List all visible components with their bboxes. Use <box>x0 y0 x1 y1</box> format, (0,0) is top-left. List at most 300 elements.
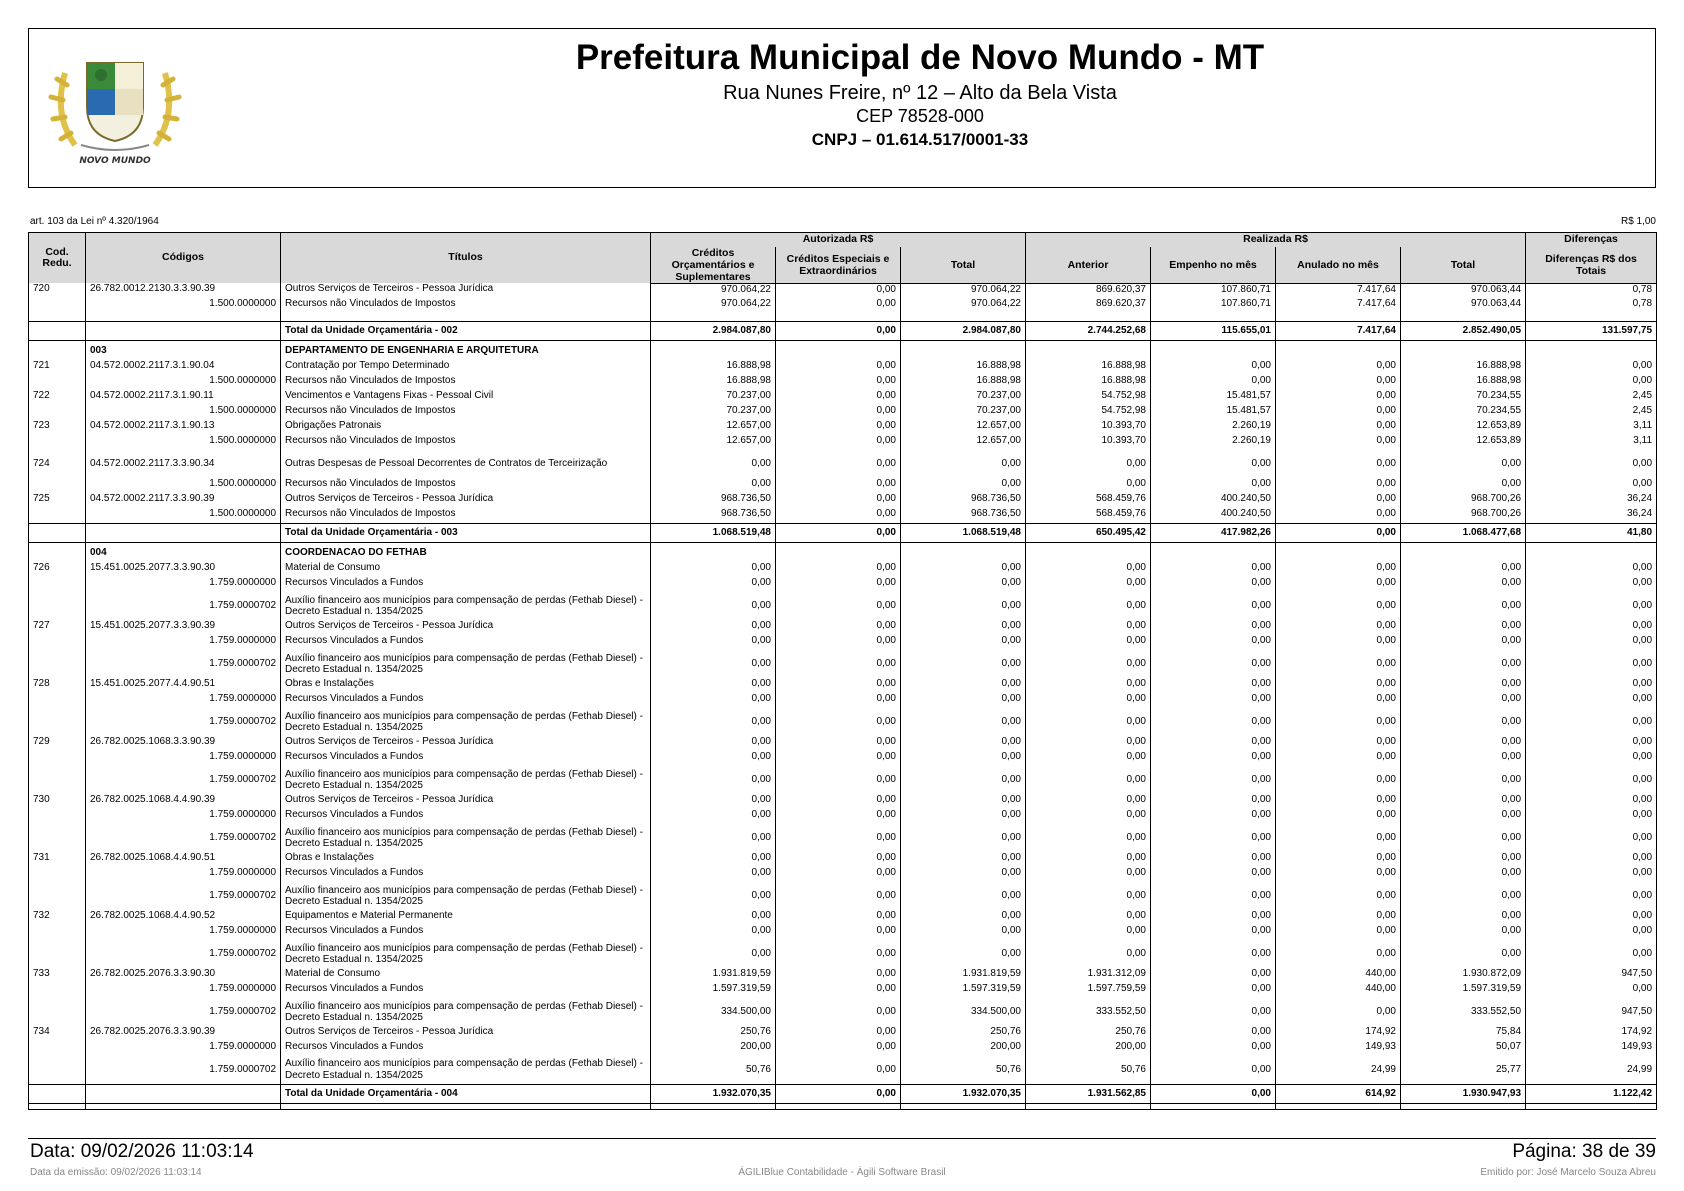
cell-total-title: Total da Unidade Orçamentária - 004 <box>281 1084 651 1103</box>
cell-anterior: 0,00 <box>1026 940 1151 968</box>
cell-total-realizada: 1.597.319,59 <box>1401 983 1526 998</box>
cell-total-autorizada: 0,00 <box>901 562 1026 577</box>
cell-source-code: 1.759.0000000 <box>86 577 281 592</box>
cell-cod <box>29 809 86 824</box>
cell-total-autorizada: 334.500,00 <box>901 998 1026 1026</box>
cell-total-realizada: 0,00 <box>1401 809 1526 824</box>
cell-total-autorizada: 0,00 <box>901 940 1026 968</box>
section-header-row <box>29 340 1657 360</box>
cell-section-code: 004 <box>86 542 281 562</box>
cell-title: Outros Serviços de Terceiros - Pessoa Jurídica <box>281 283 651 298</box>
col-header-creditos-esp: Créditos Especiais e Extraordinários <box>776 247 901 284</box>
cell-cod: 730 <box>29 794 86 809</box>
cell-total-realizada: 0,00 <box>1401 766 1526 794</box>
cell-total-realizada: 0,00 <box>1401 592 1526 620</box>
municipality-logo <box>45 45 185 175</box>
cell-creditos-orc: 0,00 <box>651 766 776 794</box>
cell-empenho: 0,00 <box>1151 794 1276 809</box>
table-row <box>29 390 1657 405</box>
cell-anulado: 0,00 <box>1276 998 1401 1026</box>
unit-total-row <box>29 523 1657 542</box>
cell-anulado: 0,00 <box>1276 824 1401 852</box>
cell-diferencas: 0,00 <box>1526 450 1657 478</box>
cell-total-realizada: 0,00 <box>1401 882 1526 910</box>
col-header-empenho: Empenho no mês <box>1151 247 1276 284</box>
cell-cod <box>29 1084 86 1103</box>
cell-creditos-orc: 0,00 <box>651 925 776 940</box>
cell-anterior: 869.620,37 <box>1026 283 1151 298</box>
cell-total-realizada: 70.234,55 <box>1401 405 1526 420</box>
col-header-titulos: Títulos <box>281 233 651 284</box>
cell-creditos-orc: 200,00 <box>651 1041 776 1056</box>
cell-source-code: 1.759.0000000 <box>86 693 281 708</box>
source-row <box>29 508 1657 523</box>
cell-total-realizada: 1.068.477,68 <box>1401 523 1526 542</box>
spacer-cell <box>651 1103 776 1109</box>
col-header-creditos-orc: Créditos Orçamentários e Suplementares <box>651 247 776 284</box>
table-row <box>29 736 1657 751</box>
source-row <box>29 478 1657 493</box>
cell-diferencas: 0,00 <box>1526 983 1657 998</box>
spacer-cell <box>651 313 776 321</box>
source-row <box>29 650 1657 678</box>
cell-title: Outras Despesas de Pessoal Decorrentes de Contratos de Terceirização <box>281 450 651 478</box>
cell-source-code: 1.759.0000000 <box>86 1041 281 1056</box>
cell-diferencas: 0,00 <box>1526 635 1657 650</box>
cell-diferencas: 149,93 <box>1526 1041 1657 1056</box>
cell-source-code: 1.759.0000702 <box>86 650 281 678</box>
cell-codigos <box>86 321 281 340</box>
cell-empenho: 0,00 <box>1151 882 1276 910</box>
cell-empenho: 0,00 <box>1151 562 1276 577</box>
cell-diferencas: 41,80 <box>1526 523 1657 542</box>
table-row <box>29 968 1657 983</box>
cell-anulado: 0,00 <box>1276 390 1401 405</box>
cell-empenho: 15.481,57 <box>1151 390 1276 405</box>
cell-title: Recursos Vinculados a Fundos <box>281 983 651 998</box>
col-header-anulado: Anulado no mês <box>1276 247 1401 284</box>
cell-anterior: 0,00 <box>1026 910 1151 925</box>
cell-creditos-esp: 0,00 <box>776 867 901 882</box>
cell-empenho: 400.240,50 <box>1151 493 1276 508</box>
cell-empenho: 15.481,57 <box>1151 405 1276 420</box>
cell-empenho: 0,00 <box>1151 478 1276 493</box>
cell-creditos-esp: 0,00 <box>776 508 901 523</box>
spacer-row <box>29 1103 1657 1109</box>
report-body <box>29 283 1657 1109</box>
cell-anulado: 174,92 <box>1276 1026 1401 1041</box>
source-row <box>29 751 1657 766</box>
cell-creditos-orc: 16.888,98 <box>651 360 776 375</box>
cell-diferencas: 0,00 <box>1526 562 1657 577</box>
cell-title: Recursos não Vinculados de Impostos <box>281 298 651 313</box>
source-row <box>29 693 1657 708</box>
cell-creditos-esp: 0,00 <box>776 809 901 824</box>
cell-creditos-orc: 0,00 <box>651 450 776 478</box>
cell-anterior: 0,00 <box>1026 809 1151 824</box>
cell-anulado: 0,00 <box>1276 508 1401 523</box>
cell-anterior: 1.597.759,59 <box>1026 983 1151 998</box>
footer-page-number: Página: 38 de 39 <box>1512 1141 1656 1162</box>
cell-creditos-orc: 334.500,00 <box>651 998 776 1026</box>
cell-anulado: 0,00 <box>1276 523 1401 542</box>
cell-cod: 722 <box>29 390 86 405</box>
cell-cod <box>29 1056 86 1084</box>
cell-anterior: 0,00 <box>1026 794 1151 809</box>
cell-diferencas: 947,50 <box>1526 968 1657 983</box>
cell-empty <box>651 542 776 562</box>
cell-creditos-orc: 970.064,22 <box>651 283 776 298</box>
cell-title: Recursos Vinculados a Fundos <box>281 693 651 708</box>
cell-cod <box>29 867 86 882</box>
spacer-cell <box>1026 313 1151 321</box>
cell-cod <box>29 766 86 794</box>
cell-cod <box>29 298 86 313</box>
cell-total-realizada: 968.700,26 <box>1401 508 1526 523</box>
cell-anulado: 0,00 <box>1276 405 1401 420</box>
cell-diferencas: 0,00 <box>1526 824 1657 852</box>
cell-creditos-esp: 0,00 <box>776 1056 901 1084</box>
cell-empenho: 0,00 <box>1151 577 1276 592</box>
cell-anulado: 0,00 <box>1276 620 1401 635</box>
cell-total-autorizada: 0,00 <box>901 766 1026 794</box>
cell-total-autorizada: 968.736,50 <box>901 508 1026 523</box>
cell-anterior: 0,00 <box>1026 562 1151 577</box>
cell-creditos-esp: 0,00 <box>776 1084 901 1103</box>
cell-source-code: 1.759.0000702 <box>86 1056 281 1084</box>
cell-anulado: 7.417,64 <box>1276 283 1401 298</box>
cell-cod <box>29 321 86 340</box>
cell-total-realizada: 0,00 <box>1401 751 1526 766</box>
address-line: Rua Nunes Freire, nº 12 – Alto da Bela Vista <box>723 82 1117 104</box>
group-header-realizada: Realizada R$ <box>1026 233 1526 247</box>
footer-emitter: Emitido por: José Marcelo Souza Abreu <box>1480 1167 1656 1178</box>
cell-empty <box>901 340 1026 360</box>
cell-diferencas: 0,00 <box>1526 478 1657 493</box>
source-row <box>29 940 1657 968</box>
cell-anterior: 0,00 <box>1026 577 1151 592</box>
col-header-total-autorizada: Total <box>901 247 1026 284</box>
cell-anulado: 0,00 <box>1276 910 1401 925</box>
cell-total-realizada: 0,00 <box>1401 650 1526 678</box>
source-row <box>29 375 1657 390</box>
cell-title: Contratação por Tempo Determinado <box>281 360 651 375</box>
cell-anulado: 440,00 <box>1276 968 1401 983</box>
cell-diferencas: 131.597,75 <box>1526 321 1657 340</box>
cell-empenho: 0,00 <box>1151 751 1276 766</box>
cell-creditos-esp: 0,00 <box>776 998 901 1026</box>
spacer-cell <box>1026 1103 1151 1109</box>
cell-anterior: 50,76 <box>1026 1056 1151 1084</box>
cell-diferencas: 0,00 <box>1526 693 1657 708</box>
cell-code: 26.782.0012.2130.3.3.90.39 <box>86 283 281 298</box>
cell-creditos-esp: 0,00 <box>776 321 901 340</box>
cell-title: Recursos Vinculados a Fundos <box>281 577 651 592</box>
cell-title: Auxílio financeiro aos municípios para compensação de perdas (Fethab Diesel) - Decreto Estadual n. 1354/2025 <box>281 708 651 736</box>
cell-total-autorizada: 0,00 <box>901 592 1026 620</box>
cell-anulado: 0,00 <box>1276 678 1401 693</box>
cell-code: 04.572.0002.2117.3.3.90.34 <box>86 450 281 478</box>
cell-anterior: 16.888,98 <box>1026 375 1151 390</box>
spacer-cell <box>1401 1103 1526 1109</box>
cell-total-autorizada: 970.064,22 <box>901 298 1026 313</box>
cell-creditos-esp: 0,00 <box>776 620 901 635</box>
cell-source-code: 1.759.0000000 <box>86 867 281 882</box>
cell-anulado: 0,00 <box>1276 736 1401 751</box>
cell-total-realizada: 25,77 <box>1401 1056 1526 1084</box>
group-header-diferencas: Diferenças <box>1526 233 1657 247</box>
group-header-autorizada: Autorizada R$ <box>651 233 1026 247</box>
cell-anulado: 7.417,64 <box>1276 321 1401 340</box>
cell-source-code: 1.759.0000702 <box>86 998 281 1026</box>
cell-total-autorizada: 0,00 <box>901 620 1026 635</box>
cell-total-realizada: 70.234,55 <box>1401 390 1526 405</box>
cell-empenho: 400.240,50 <box>1151 508 1276 523</box>
cell-empenho: 0,00 <box>1151 824 1276 852</box>
cell-creditos-esp: 0,00 <box>776 283 901 298</box>
col-header-cod: Cod. Redu. <box>29 233 86 284</box>
cell-diferencas: 0,00 <box>1526 910 1657 925</box>
cell-total-realizada: 0,00 <box>1401 940 1526 968</box>
cell-creditos-esp: 0,00 <box>776 360 901 375</box>
cell-empenho: 0,00 <box>1151 360 1276 375</box>
cell-anulado: 440,00 <box>1276 983 1401 998</box>
cell-source-code: 1.500.0000000 <box>86 298 281 313</box>
cell-total-realizada: 0,00 <box>1401 693 1526 708</box>
cell-diferencas: 3,11 <box>1526 420 1657 435</box>
cell-cod: 731 <box>29 852 86 867</box>
cell-creditos-orc: 70.237,00 <box>651 405 776 420</box>
cell-creditos-orc: 0,00 <box>651 693 776 708</box>
cell-empenho: 0,00 <box>1151 736 1276 751</box>
col-header-codigos: Códigos <box>86 233 281 284</box>
cell-total-realizada: 0,00 <box>1401 867 1526 882</box>
cell-cod <box>29 375 86 390</box>
col-header-diferencas: Diferenças R$ dos Totais <box>1526 247 1657 284</box>
col-header-total-realizada: Total <box>1401 247 1526 284</box>
cell-anterior: 0,00 <box>1026 751 1151 766</box>
cell-total-autorizada: 0,00 <box>901 736 1026 751</box>
cell-source-code: 1.759.0000000 <box>86 809 281 824</box>
cell-total-realizada: 2.852.490,05 <box>1401 321 1526 340</box>
cell-creditos-orc: 1.932.070,35 <box>651 1084 776 1103</box>
cell-total-autorizada: 12.657,00 <box>901 435 1026 450</box>
cell-diferencas: 0,00 <box>1526 736 1657 751</box>
cell-cod <box>29 882 86 910</box>
unit-total-row <box>29 321 1657 340</box>
cell-anterior: 1.931.562,85 <box>1026 1084 1151 1103</box>
cell-empenho: 0,00 <box>1151 592 1276 620</box>
cell-anterior: 0,00 <box>1026 478 1151 493</box>
cell-anterior: 250,76 <box>1026 1026 1151 1041</box>
cell-cod <box>29 925 86 940</box>
svg-text:NOVO MUNDO: NOVO MUNDO <box>79 156 151 166</box>
cell-cod <box>29 592 86 620</box>
cell-creditos-esp: 0,00 <box>776 375 901 390</box>
cell-empty <box>1526 542 1657 562</box>
cell-empenho: 0,00 <box>1151 910 1276 925</box>
cell-title: Auxílio financeiro aos municípios para compensação de perdas (Fethab Diesel) - Decreto Estadual n. 1354/2025 <box>281 1056 651 1084</box>
cell-anulado: 0,00 <box>1276 940 1401 968</box>
cell-empty <box>1526 340 1657 360</box>
cell-empty <box>1151 542 1276 562</box>
cell-anterior: 16.888,98 <box>1026 360 1151 375</box>
cell-title: Material de Consumo <box>281 562 651 577</box>
cell-total-autorizada: 0,00 <box>901 910 1026 925</box>
cell-total-realizada: 1.930.947,93 <box>1401 1084 1526 1103</box>
cell-cod: 720 <box>29 283 86 298</box>
cell-anulado: 0,00 <box>1276 592 1401 620</box>
cell-total-realizada: 50,07 <box>1401 1041 1526 1056</box>
cell-creditos-esp: 0,00 <box>776 693 901 708</box>
cell-title: Recursos Vinculados a Fundos <box>281 635 651 650</box>
cell-anterior: 568.459,76 <box>1026 508 1151 523</box>
cell-anterior: 0,00 <box>1026 693 1151 708</box>
cell-creditos-orc: 50,76 <box>651 1056 776 1084</box>
source-row <box>29 809 1657 824</box>
cell-total-autorizada: 0,00 <box>901 751 1026 766</box>
cell-creditos-esp: 0,00 <box>776 751 901 766</box>
cell-total-realizada: 970.063,44 <box>1401 298 1526 313</box>
cell-creditos-esp: 0,00 <box>776 1041 901 1056</box>
cell-creditos-orc: 0,00 <box>651 809 776 824</box>
cell-total-autorizada: 0,00 <box>901 867 1026 882</box>
col-header-anterior: Anterior <box>1026 247 1151 284</box>
cell-empenho: 0,00 <box>1151 1041 1276 1056</box>
cell-title: Recursos não Vinculados de Impostos <box>281 435 651 450</box>
cell-diferencas: 0,00 <box>1526 592 1657 620</box>
cell-anterior: 2.744.252,68 <box>1026 321 1151 340</box>
cell-anulado: 0,00 <box>1276 420 1401 435</box>
cell-creditos-orc: 968.736,50 <box>651 508 776 523</box>
cell-codigos <box>86 1084 281 1103</box>
cell-total-realizada: 0,00 <box>1401 635 1526 650</box>
cell-anterior: 869.620,37 <box>1026 298 1151 313</box>
cell-total-realizada: 75,84 <box>1401 1026 1526 1041</box>
cell-cod: 721 <box>29 360 86 375</box>
table-row <box>29 620 1657 635</box>
cell-empenho: 107.860,71 <box>1151 283 1276 298</box>
cell-diferencas: 2,45 <box>1526 405 1657 420</box>
cell-anterior: 0,00 <box>1026 678 1151 693</box>
cell-anulado: 24,99 <box>1276 1056 1401 1084</box>
source-row <box>29 824 1657 852</box>
table-row <box>29 1026 1657 1041</box>
cell-section-code: 003 <box>86 340 281 360</box>
cell-creditos-esp: 0,00 <box>776 708 901 736</box>
cell-creditos-esp: 0,00 <box>776 450 901 478</box>
spacer-cell <box>901 313 1026 321</box>
cell-title: Equipamentos e Material Permanente <box>281 910 651 925</box>
cell-creditos-orc: 0,00 <box>651 478 776 493</box>
cell-anulado: 0,00 <box>1276 852 1401 867</box>
cell-empenho: 0,00 <box>1151 940 1276 968</box>
cell-anulado: 0,00 <box>1276 562 1401 577</box>
cell-anulado: 0,00 <box>1276 882 1401 910</box>
cell-total-autorizada: 0,00 <box>901 693 1026 708</box>
cell-diferencas: 174,92 <box>1526 1026 1657 1041</box>
cell-empenho: 2.260,19 <box>1151 435 1276 450</box>
cell-anulado: 614,92 <box>1276 1084 1401 1103</box>
cell-empty <box>776 542 901 562</box>
cell-title: Recursos Vinculados a Fundos <box>281 809 651 824</box>
cell-title: Obras e Instalações <box>281 678 651 693</box>
cell-source-code: 1.759.0000702 <box>86 882 281 910</box>
cell-cod: 733 <box>29 968 86 983</box>
cell-total-autorizada: 250,76 <box>901 1026 1026 1041</box>
cell-creditos-orc: 0,00 <box>651 736 776 751</box>
source-row <box>29 708 1657 736</box>
cell-cod <box>29 523 86 542</box>
cell-title: Recursos Vinculados a Fundos <box>281 867 651 882</box>
cell-empenho: 0,00 <box>1151 983 1276 998</box>
cell-creditos-esp: 0,00 <box>776 390 901 405</box>
spacer-cell <box>1526 313 1657 321</box>
cell-title: Material de Consumo <box>281 968 651 983</box>
cell-anterior: 0,00 <box>1026 867 1151 882</box>
cell-empenho: 0,00 <box>1151 1056 1276 1084</box>
cell-anterior: 1.931.312,09 <box>1026 968 1151 983</box>
cell-anterior: 0,00 <box>1026 925 1151 940</box>
cell-creditos-orc: 0,00 <box>651 620 776 635</box>
cell-total-realizada: 0,00 <box>1401 708 1526 736</box>
cell-total-realizada: 970.063,44 <box>1401 283 1526 298</box>
footer-emission-date: Data da emissão: 09/02/2026 11:03:14 <box>30 1167 202 1178</box>
footer-divider <box>28 1138 1656 1139</box>
cell-creditos-orc: 70.237,00 <box>651 390 776 405</box>
cell-cod: 727 <box>29 620 86 635</box>
cell-diferencas: 0,00 <box>1526 882 1657 910</box>
source-row <box>29 577 1657 592</box>
cell-source-code: 1.759.0000702 <box>86 766 281 794</box>
cell-total-title: Total da Unidade Orçamentária - 002 <box>281 321 651 340</box>
cell-diferencas: 24,99 <box>1526 1056 1657 1084</box>
law-reference: art. 103 da Lei nº 4.320/1964 <box>30 216 159 227</box>
cell-empty <box>1026 340 1151 360</box>
cell-anterior: 200,00 <box>1026 1041 1151 1056</box>
cell-anterior: 0,00 <box>1026 824 1151 852</box>
cell-title: Auxílio financeiro aos municípios para compensação de perdas (Fethab Diesel) - Decreto Estadual n. 1354/2025 <box>281 824 651 852</box>
cell-cod <box>29 824 86 852</box>
cell-total-autorizada: 0,00 <box>901 577 1026 592</box>
cell-diferencas: 36,24 <box>1526 508 1657 523</box>
cell-source-code: 1.500.0000000 <box>86 405 281 420</box>
cell-title: Outros Serviços de Terceiros - Pessoa Jurídica <box>281 736 651 751</box>
cell-diferencas: 0,00 <box>1526 809 1657 824</box>
cell-anulado: 0,00 <box>1276 925 1401 940</box>
cell-anterior: 10.393,70 <box>1026 435 1151 450</box>
cell-anulado: 0,00 <box>1276 375 1401 390</box>
cell-cod <box>29 478 86 493</box>
cell-total-autorizada: 0,00 <box>901 708 1026 736</box>
cell-empenho: 0,00 <box>1151 867 1276 882</box>
spacer-cell <box>281 313 651 321</box>
cell-source-code: 1.500.0000000 <box>86 375 281 390</box>
cell-title: Recursos não Vinculados de Impostos <box>281 478 651 493</box>
cell-source-code: 1.500.0000000 <box>86 508 281 523</box>
cell-anulado: 0,00 <box>1276 693 1401 708</box>
cell-code: 15.451.0025.2077.3.3.90.39 <box>86 620 281 635</box>
cell-diferencas: 0,00 <box>1526 678 1657 693</box>
cell-cod: 734 <box>29 1026 86 1041</box>
cell-creditos-orc: 0,00 <box>651 940 776 968</box>
source-row <box>29 1041 1657 1056</box>
cell-diferencas: 0,00 <box>1526 925 1657 940</box>
page-title: Prefeitura Municipal de Novo Mundo - MT <box>575 38 1265 77</box>
cell-empty <box>1276 340 1401 360</box>
cell-anulado: 0,00 <box>1276 577 1401 592</box>
source-row <box>29 766 1657 794</box>
